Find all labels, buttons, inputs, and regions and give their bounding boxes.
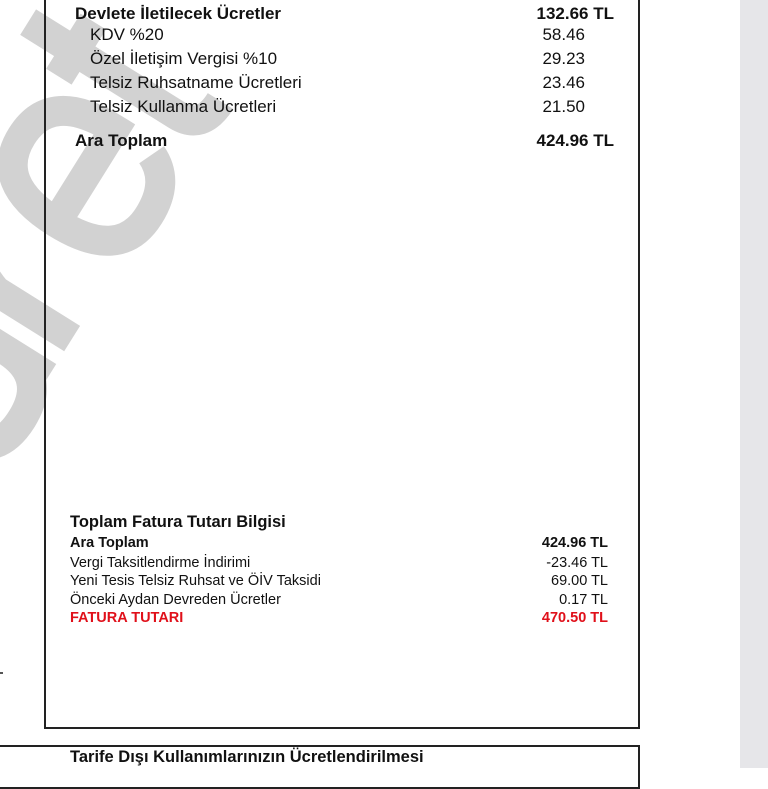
- subtotal-label: Ara Toplam: [75, 131, 168, 150]
- total-info-label: Yeni Tesis Telsiz Ruhsat ve ÖİV Taksidi: [70, 573, 321, 589]
- viewer-side-strip: [740, 0, 768, 768]
- gov-fees-title: Devlete İletilecek Ücretler: [75, 4, 282, 23]
- gov-fee-value: 58.46: [542, 25, 585, 44]
- gov-fee-value: 21.50: [542, 97, 585, 116]
- subtotal-value: 424.96 TL: [536, 131, 614, 150]
- invoice-total-info-title: Toplam Fatura Tutarı Bilgisi: [70, 513, 286, 531]
- total-info-value: 424.96 TL: [541, 535, 608, 551]
- gov-fee-value: 29.23: [542, 49, 585, 68]
- off-tariff-section-title: Tarife Dışı Kullanımlarınızın Ücretlendirilmesi: [70, 748, 424, 766]
- gov-fee-label: Telsiz Kullanma Ücretleri: [90, 97, 277, 116]
- gov-fee-value: 23.46: [542, 73, 585, 92]
- total-info-value: 69.00 TL: [551, 573, 608, 589]
- gov-fees-total: 132.66 TL: [536, 4, 614, 23]
- invoice-amount-label: FATURA TUTARI: [70, 610, 184, 626]
- total-info-label: Ara Toplam: [70, 535, 149, 551]
- total-info-label: Önceki Aydan Devreden Ücretler: [70, 592, 281, 608]
- gov-fee-label: Özel İletişim Vergisi %10: [90, 49, 278, 68]
- total-info-label: Vergi Taksitlendirme İndirimi: [70, 555, 251, 571]
- gov-fee-label: Telsiz Ruhsatname Ücretleri: [90, 73, 302, 92]
- total-info-value: -23.46 TL: [546, 555, 608, 571]
- invoice-amount-value: 470.50 TL: [541, 610, 608, 626]
- total-info-value: 0.17 TL: [559, 592, 608, 608]
- margin-mark: [0, 672, 3, 674]
- gov-fee-label: KDV %20: [90, 25, 164, 44]
